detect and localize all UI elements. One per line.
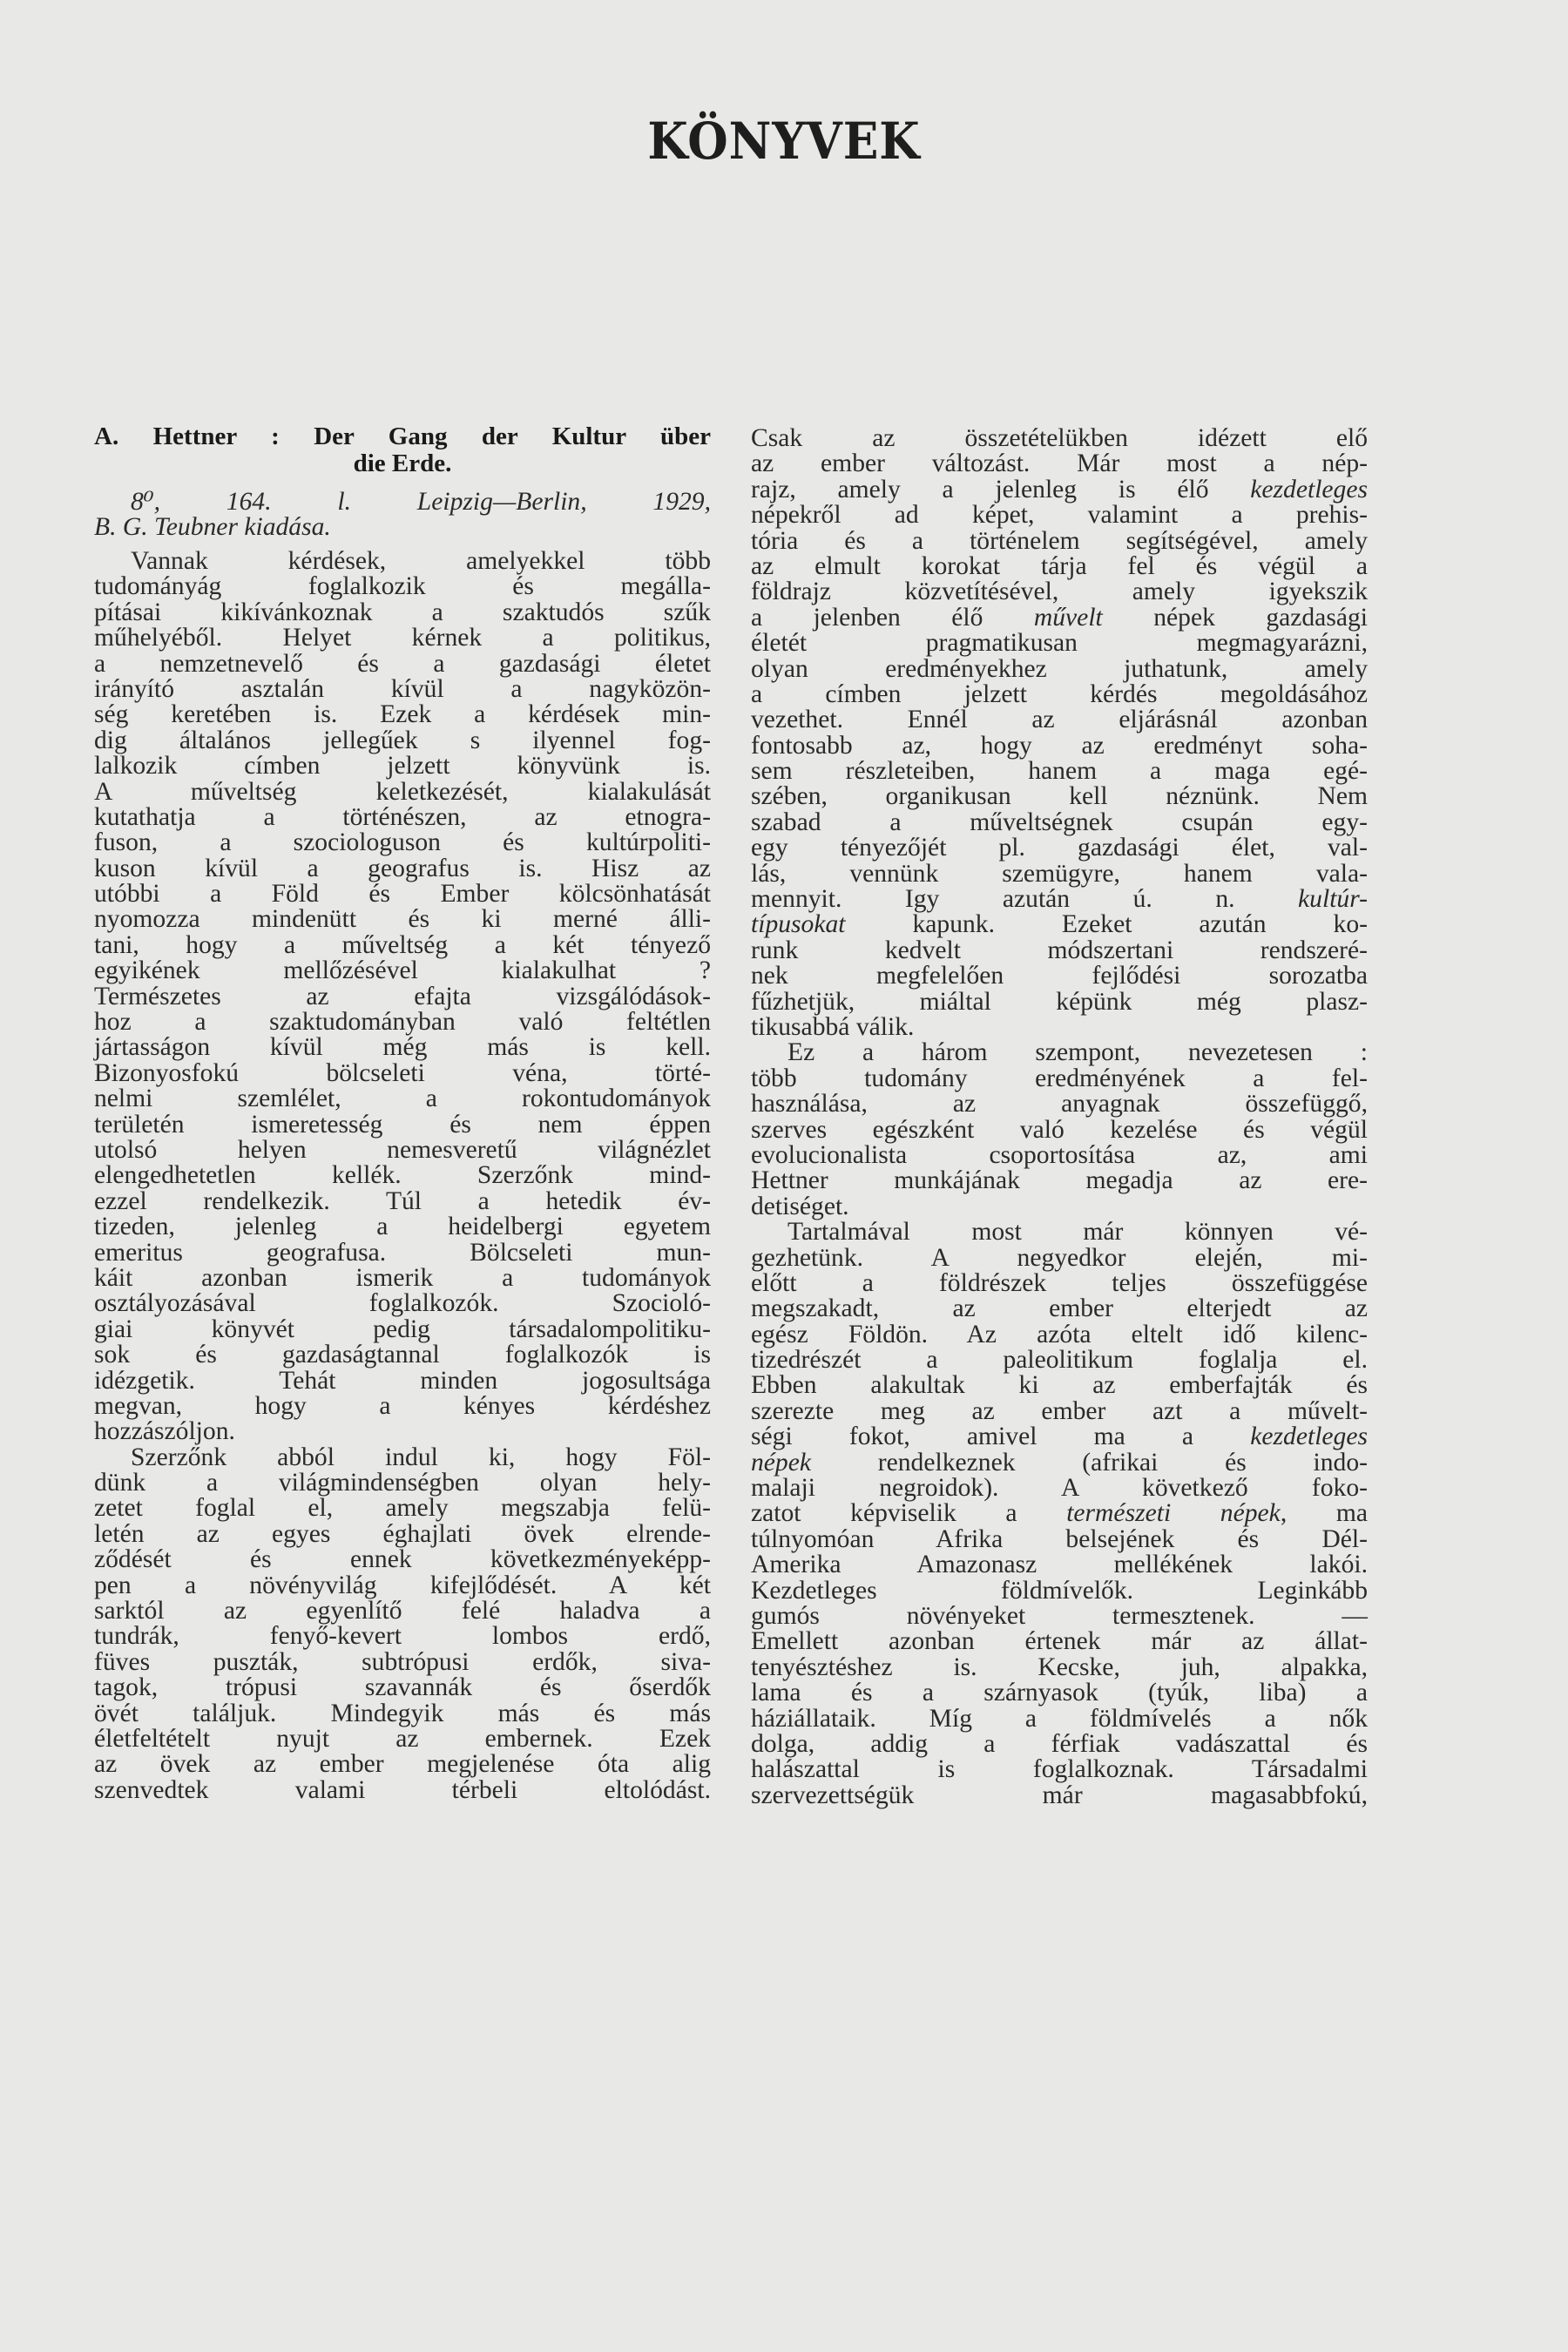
text-line: pen a növényvilág kifejlődését. A két: [94, 1571, 711, 1599]
text-line: túlnyomóan Afrika belsejének és Dél-: [751, 1524, 1368, 1553]
text-line: sarktól az egyenlítő felé haladva a: [94, 1597, 711, 1625]
text-line: kutathatja a történészen, az etnogra-: [94, 802, 711, 831]
text-line: lás, vennünk szemügyre, hanem vala-: [751, 859, 1368, 888]
text-line: utolsó helyen nemesveretű világnézlet: [94, 1135, 711, 1164]
text-segment: ségi fokot, amivel ma a: [751, 1423, 1251, 1451]
text-line: evolucionalista csoportosítása az, ami: [751, 1140, 1368, 1169]
text-line: szabad a műveltségnek csupán egy-: [751, 808, 1368, 836]
text-line: egy tényezőjét pl. gazdasági élet, val-: [751, 834, 1368, 862]
text-line: szerves egészként való kezelése és végül: [751, 1115, 1368, 1144]
text-line: Kezdetleges földmívelők. Leginkább: [751, 1576, 1368, 1605]
text-line: előtt a földrészek teljes összefüggése: [751, 1268, 1368, 1297]
text-line: földrajz közvetítésével, amely igyekszik: [751, 578, 1368, 606]
text-line: Természetes az efajta vizsgálódások-: [94, 982, 711, 1010]
text-line: malaji negroidok). A következő foko-: [751, 1474, 1368, 1503]
text-line: Bizonyosfokú bölcseleti véna, törté-: [94, 1058, 711, 1087]
text-line: dünk a világmindenségben olyan hely-: [94, 1469, 711, 1497]
text-line: ződését és ennek következményeképp-: [94, 1545, 711, 1574]
text-line: Amerika Amazonasz mellékének lakói.: [751, 1551, 1368, 1579]
text-line: háziállataik. Míg a földmívelés a nők: [751, 1704, 1368, 1733]
text-segment: rendelkeznek (afrikai és indo-: [811, 1448, 1368, 1477]
text-line: nelmi szemlélet, a rokontudományok: [94, 1085, 711, 1113]
text-line: népekről ad képet, valamint a prehis-: [751, 501, 1368, 530]
text-line: tundrák, fenyő-kevert lombos erdő,: [94, 1622, 711, 1651]
text-line: tagok, trópusi szavannák és őserdők: [94, 1673, 711, 1702]
left-column-body: [94, 549, 711, 1803]
text-line: giai könyvét pedig társadalompolitiku-: [94, 1315, 711, 1343]
left-column: [94, 423, 711, 1803]
right-column: [751, 426, 1368, 1808]
emphasized-term: népek: [751, 1448, 811, 1477]
emphasized-term: kultúr-: [1298, 885, 1368, 914]
text-line: több tudomány eredményének a fel-: [751, 1064, 1368, 1092]
text-line: szerezte meg az ember azt a művelt-: [751, 1396, 1368, 1425]
text-line: dolga, addig a férfiak vadászattal és: [751, 1729, 1368, 1758]
text-line: nyomozza mindenütt és ki merné álli-: [94, 905, 711, 934]
bibliographic-line-2: B. G. Teubner kiadása.: [94, 513, 331, 541]
text-line: pításai kikívánkoznak a szaktudós szűk: [94, 598, 711, 626]
text-line: sem részleteiben, hanem a maga egé-: [751, 757, 1368, 786]
text-line: az övek az ember megjelenése óta alig: [94, 1750, 711, 1779]
text-line: az ember változást. Már most a nép-: [751, 449, 1368, 478]
text-line: [751, 1424, 1368, 1450]
text-line: idézgetik. Tehát minden jogosultsága: [94, 1366, 711, 1395]
text-line: használása, az anyagnak összefüggő,: [751, 1090, 1368, 1119]
text-line: tória és a történelem segítségével, amely: [751, 526, 1368, 555]
text-segment: , ma: [1280, 1499, 1368, 1528]
text-line: életét pragmatikusan megmagyarázni,: [751, 629, 1368, 658]
text-line: Ez a három szempont, nevezetesen :: [787, 1038, 1368, 1067]
text-line: területén ismeretesség és nem éppen: [94, 1110, 711, 1139]
text-line: hoz a szaktudományban való feltétlen: [94, 1008, 711, 1037]
text-line: jártasságon kívül még más is kell.: [94, 1033, 711, 1062]
text-line: irányító asztalán kívül a nagyközön-: [94, 674, 711, 703]
text-line: kuson kívül a geografus is. Hisz az: [94, 854, 711, 882]
text-segment: a jelenben élő: [751, 603, 1034, 632]
text-line: egyikének mellőzésével kialakulhat ?: [94, 956, 711, 985]
text-line: az elmult korokat tárja fel és végül a: [751, 551, 1368, 580]
text-line: fontosabb az, hogy az eredményt soha-: [751, 731, 1368, 760]
text-line: Emellett azonban értenek már az állat-: [751, 1627, 1368, 1656]
text-line: gumós növényeket termesztenek. —: [751, 1601, 1368, 1630]
text-line: [751, 477, 1368, 503]
text-line: megszakadt, az ember elterjedt az: [751, 1294, 1368, 1323]
text-line: tenyésztéshez is. Kecske, juh, alpakka,: [751, 1652, 1368, 1681]
text-line: fuson, a szociologuson és kultúrpoliti-: [94, 828, 711, 857]
text-line: [751, 887, 1368, 912]
text-line: tizedrészét a paleolitikum foglalja el.: [751, 1346, 1368, 1375]
text-segment: népek gazdasági: [1102, 603, 1368, 632]
text-line: Szerzőnk abból indul ki, hogy Föl-: [131, 1443, 711, 1471]
text-line: füves puszták, subtrópusi erdők, siva-: [94, 1647, 711, 1676]
text-line: runk kedvelt módszertani rendszeré-: [751, 936, 1368, 964]
review-heading-line-2: die Erde.: [353, 449, 452, 477]
text-line: emeritus geografusa. Bölcseleti mun-: [94, 1238, 711, 1267]
text-line: tizeden, jelenleg a heidelbergi egyetem: [94, 1213, 711, 1241]
text-line: tani, hogy a műveltség a két tényező: [94, 930, 711, 959]
text-line: Csak az összetételükben idézett elő: [751, 424, 1368, 452]
review-heading-line-1: A. Hettner : Der Gang der Kultur über: [94, 422, 711, 450]
text-segment: rajz, amely a jelenleg is élő: [751, 475, 1251, 504]
text-line: hozzászóljon.: [94, 1417, 235, 1446]
text-line: elengedhetetlen kellék. Szerzőnk mind-: [94, 1161, 711, 1190]
text-line: olyan eredményekhez juthatunk, amely: [751, 654, 1368, 683]
text-line: fűzhetjük, miáltal képünk még plasz-: [751, 987, 1368, 1016]
text-line: egész Földön. Az azóta eltelt idő kilenc-: [751, 1320, 1368, 1348]
text-line: [751, 1501, 1368, 1526]
bibliographic-line-1: 8⁰, 164. l. Leipzig—Berlin, 1929,: [131, 488, 711, 516]
text-line: [751, 605, 1368, 631]
text-line: halászattal is foglalkoznak. Társadalmi: [751, 1755, 1368, 1784]
text-line: dig általános jellegűek s ilyennel fog-: [94, 726, 711, 754]
page-title: KÖNYVEK: [647, 112, 921, 171]
text-line: műhelyéből. Helyet kérnek a politikus,: [94, 624, 711, 652]
text-line: vezethet. Ennél az eljárásnál azonban: [751, 706, 1368, 734]
text-line: A műveltség keletkezését, kialakulását: [94, 777, 711, 806]
text-line: ség keretében is. Ezek a kérdések min-: [94, 700, 711, 729]
text-line: detiséget.: [751, 1192, 849, 1220]
right-column-body: [751, 426, 1368, 1808]
text-line: nek megfelelően fejlődési sorozatba: [751, 962, 1368, 990]
text-segment: kapunk. Ezeket azután ko-: [845, 910, 1368, 939]
text-line: szenvedtek valami térbeli eltolódást.: [94, 1775, 711, 1804]
text-line: lama és a szárnyasok (tyúk, liba) a: [751, 1679, 1368, 1707]
emphasized-term: művelt: [1033, 603, 1103, 632]
text-line: utóbbi a Föld és Ember kölcsönhatását: [94, 880, 711, 909]
text-line: tikusabbá válik.: [751, 1012, 915, 1041]
emphasized-term: természeti népek: [1066, 1499, 1281, 1528]
text-line: zetet foglal el, amely megszabja felü-: [94, 1494, 711, 1523]
text-line: sok és gazdaságtannal foglalkozók is: [94, 1341, 711, 1369]
emphasized-term: kezdetleges: [1250, 1423, 1368, 1451]
text-segment: mennyit. Igy azután ú. n.: [751, 885, 1299, 914]
text-line: életfeltételt nyujt az embernek. Ezek: [94, 1724, 711, 1753]
text-segment: zatot képviselik a: [751, 1499, 1067, 1528]
text-line: a nemzetnevelő és a gazdasági életet: [94, 649, 711, 678]
text-line: osztályozásával foglalkozók. Szocioló-: [94, 1289, 711, 1318]
text-line: a címben jelzett kérdés megoldásához: [751, 679, 1368, 708]
text-line: letén az egyes éghajlati övek elrende-: [94, 1519, 711, 1548]
text-line: gezhetünk. A negyedkor elején, mi-: [751, 1243, 1368, 1272]
text-line: Vannak kérdések, amelyekkel több: [131, 547, 711, 575]
text-line: [751, 912, 1368, 937]
text-line: [751, 1450, 1368, 1476]
text-line: Tartalmával most már könnyen vé-: [787, 1218, 1368, 1247]
text-line: szervezettségük már magasabbfokú,: [751, 1781, 1368, 1809]
text-line: tudományág foglalkozik és megálla-: [94, 572, 711, 601]
text-line: Hettner munkájának megadja az ere-: [751, 1166, 1368, 1195]
text-line: Ebben alakultak ki az emberfajták és: [751, 1371, 1368, 1400]
bibliographic-info: [94, 490, 711, 540]
review-heading: [94, 423, 711, 477]
emphasized-term: kezdetleges: [1250, 475, 1368, 504]
text-line: káit azonban ismerik a tudományok: [94, 1263, 711, 1292]
text-line: ezzel rendelkezik. Túl a hetedik év-: [94, 1186, 711, 1215]
text-line: lalkozik címben jelzett könyvünk is.: [94, 752, 711, 781]
text-line: megvan, hogy a kényes kérdéshez: [94, 1391, 711, 1420]
text-line: szében, organikusan kell néznünk. Nem: [751, 782, 1368, 811]
emphasized-term: típusokat: [751, 910, 846, 939]
text-line: övét találjuk. Mindegyik más és más: [94, 1699, 711, 1727]
